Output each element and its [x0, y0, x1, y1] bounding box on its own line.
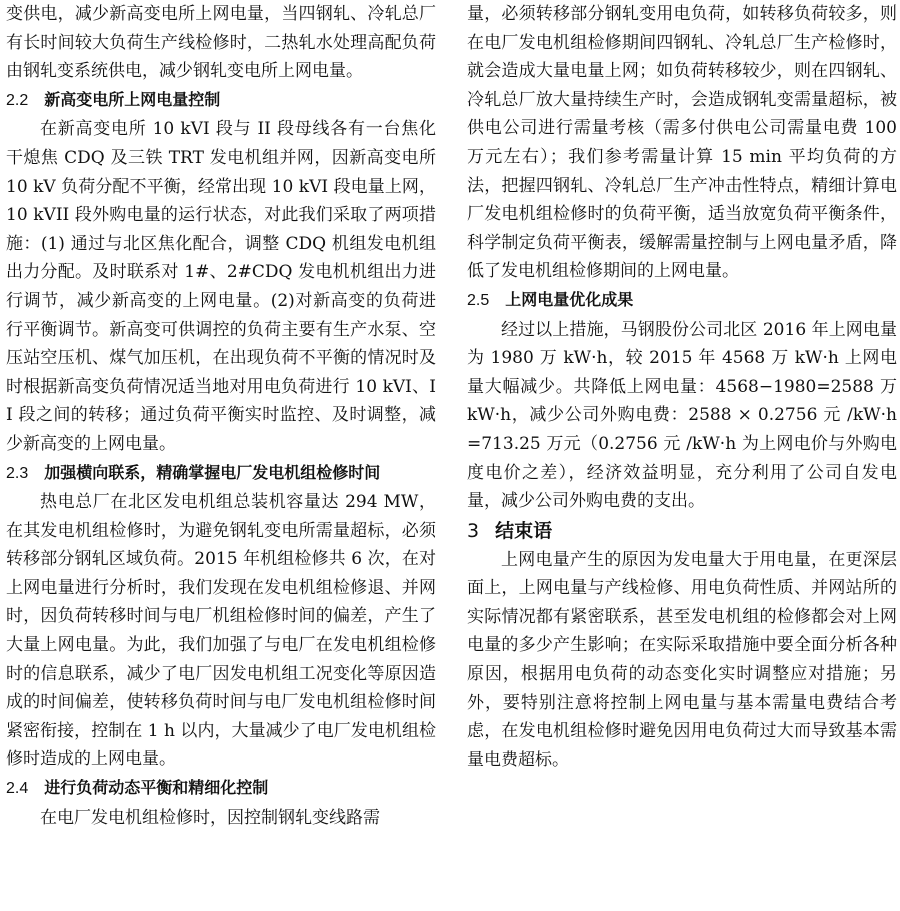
section-3-heading [467, 516, 897, 546]
section-number: 2.4 [6, 780, 29, 798]
section-title: 进行负荷动态平衡和精细化控制 [44, 778, 269, 798]
section-title: 加强横向联系，精确掌握电厂发电机组检修时间 [44, 462, 381, 482]
section-number: 2.5 [467, 291, 490, 309]
section-title: 结束语 [495, 519, 553, 542]
section-title: 新高变电所上网电量控制 [44, 89, 221, 109]
section-2-5-paragraph: 经过以上措施，马钢股份公司北区 2016 年上网电量为 1980 万 kW·h，较 2015 年 4568 万 kW·h 上网电量大幅减少。共降低上网电量：4568−1980=2588 万 kW·h，减少公司外购电费：2588 × 0.2756 元 /kW·h =713.25 万元（0.2756 元 /kW·h 为上网电价与外购电度电价之差），经济效益明显，充分利用了公司自发电量，减少公司外购电费的支出。 [467, 319, 897, 512]
continued-paragraph: 量，必须转移部分钢轧变用电负荷，如转移负荷较多，则在电厂发电机组检修期间四钢轧、冷轧总厂生产检修时，就会造成大量电量上网；如负荷转移较少，则在四钢轧、冷轧总厂放大量持续生产时，会造成钢轧变需量超标，被供电公司进行需量考核（需多付供电公司需量电费 100 万元左右）；我们参考需量计算 15 min 平均负荷的方法，把握四钢轧、冷轧总厂生产冲击性特点，精细计算电厂发电机组检修时的负荷平衡，适当放宽负荷平衡条件，科学制定负荷平衡表，缓解需量控制与上网电量矛盾，降低了发电机组检修期间的上网电量。 [467, 4, 897, 282]
section-2-4-paragraph: 在电厂发电机组检修时，因控制钢轧变线路需 [40, 807, 380, 828]
section-title: 上网电量优化成果 [505, 289, 634, 309]
section-2-4-heading [6, 774, 436, 804]
section-number: 2.3 [6, 464, 29, 482]
section-2-2-paragraph: 在新高变电所 10 kVI 段与 II 段母线各有一台焦化干熄焦 CDQ 及三铁 TRT 发电机组并网，因新高变电所 10 kV 负荷分配不平衡，经常出现 10 kVI 段电量上网，10 kVII 段外购电量的运行状态，对此我们采取了两项措施：(1) 通过与北区焦化配合，调整 CDQ 机组发电机组出力分配。及时联系对 1#、2#CDQ 发电机机组出力进行调节，减少新高变的上网电量。(2)对新高变的负荷进行平衡调节。新高变可供调控的负荷主要有生产水泵、空压站空压机、煤气加压机，在出现负荷不平衡的情况时及时根据新高变负荷情况适当地对用电负荷进行 10 kVI、II 段之间的转移；通过负荷平衡实时监控、及时调整，减少新高变的上网电量。 [6, 119, 436, 454]
section-2-5-heading [467, 286, 897, 316]
section-2-3-heading [6, 459, 436, 489]
left-column [6, 0, 436, 832]
section-2-2-heading [6, 86, 436, 116]
section-3-paragraph: 上网电量产生的原因为发电量大于用电量，在更深层面上，上网电量与产线检修、用电负荷性质、并网站所的实际情况都有紧密联系，甚至发电机组的检修都会对上网电量的多少产生影响；在实际采取措施中要全面分析各种原因，根据用电负荷的动态变化实时调整应对措施；另外，要特别注意将控制上网电量与基本需量电费结合考虑，在发电机组检修时避免因用电负荷过大而导致基本需量电费超标。 [467, 549, 897, 770]
section-number: 3 [467, 519, 480, 542]
right-column [467, 0, 897, 774]
intro-paragraph: 变供电，减少新高变电所上网电量，当四钢轧、冷轧总厂有长时间较大负荷生产线检修时，二热轧水处理高配负荷由钢轧变系统供电，减少钢轧变电所上网电量。 [6, 4, 436, 82]
section-number: 2.2 [6, 91, 29, 109]
section-2-3-paragraph: 热电总厂在北区发电机组总装机容量达 294 MW，在其发电机组检修时，为避免钢轧变电所需量超标，必须转移部分钢轧区域负荷。2015 年机组检修共 6 次，在对上网电量进行分析时，我们发现在发电机组检修退、并网时，因负荷转移时间与电厂机组检修时间的偏差，产生了大量上网电量。为此，我们加强了与电厂在发电机组检修时的信息联系，减少了电厂因发电机组工况变化等原因造成的时间偏差，使转移负荷时间与电厂发电机组检修时间紧密衔接，控制在 1 h 以内，大量减少了电厂发电机组检修时造成的上网电量。 [6, 492, 436, 770]
